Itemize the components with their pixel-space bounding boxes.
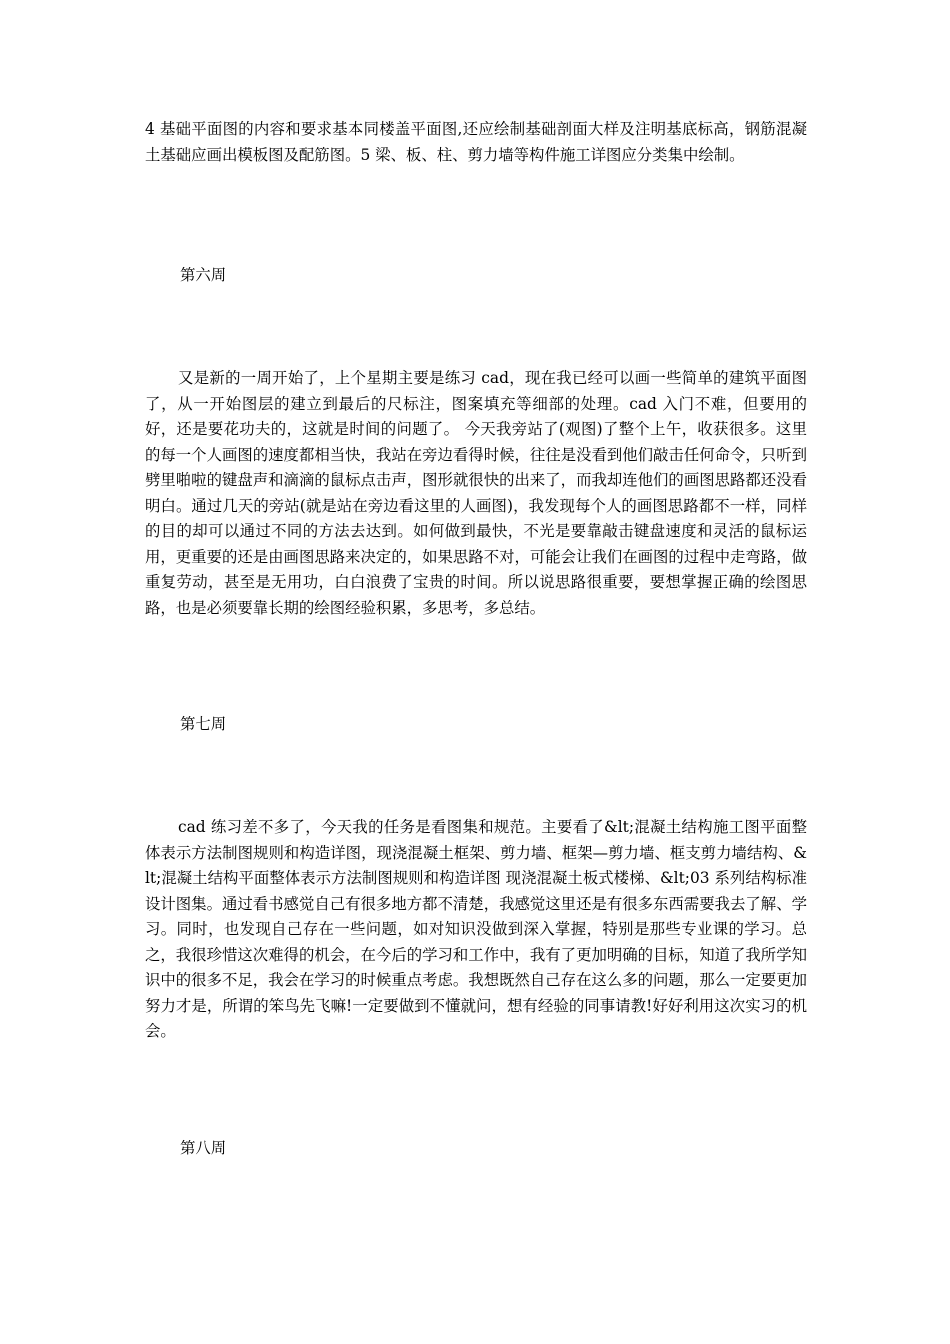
heading-week-7: 第七周 bbox=[180, 715, 227, 733]
heading-week-8: 第八周 bbox=[180, 1139, 227, 1157]
paragraph-week-6: 又是新的一周开始了，上个星期主要是练习 cad，现在我已经可以画一些简单的建筑平面图了，从一开始图层的建立到最后的尺标注，图案填充等细部的处理。cad 入门不难，但要用的好，还是要花功夫的，这就是时间的问题了。 今天我旁站了(观图)了整个上午，收获很多。这里的每一个人画图的速度都相当快，我站在旁边看得时候，往往是没看到他们敲击任何命令，只听到劈里啪啦的键盘声和滴滴的鼠标点击声，图形就很快的出来了，而我却连他们的画图思路都还没看明白。通过几天的旁站(就是站在旁边看这里的人画图)，我发现每个人的画图思路都不一样，同样的目的却可以通过不同的方法去达到。如何做到最快，不光是要靠敲击键盘速度和灵活的鼠标运用，更重要的还是由画图思路来决定的，如果思路不对，可能会让我们在画图的过程中走弯路，做重复劳动，甚至是无用功，白白浪费了宝贵的时间。所以说思路很重要，要想掌握正确的绘图思路，也是必须要靠长期的绘图经验积累，多思考，多总结。 bbox=[145, 369, 807, 617]
heading-week-6: 第六周 bbox=[180, 266, 227, 284]
paragraph-week-7: cad 练习差不多了，今天我的任务是看图集和规范。主要看了&lt;混凝土结构施工图平面整体表示方法制图规则和构造详图，现浇混凝土框架、剪力墙、框架—剪力墙、框支剪力墙结构、&lt;混凝土结构平面整体表示方法制图规则和构造详图 现浇混凝土板式楼梯、&lt;03 系列结构标准设计图集。通过看书感觉自己有很多地方都不清楚，我感觉这里还是有很多东西需要我去了解、学习。同时，也发现自己存在一些问题，如对知识没做到深入掌握，特别是那些专业课的学习。总之，我很珍惜这次难得的机会，在今后的学习和工作中，我有了更加明确的目标，知道了我所学知识中的很多不足，我会在学习的时候重点考虑。我想既然自己存在这么多的问题，那么一定要更加努力才是，所谓的笨鸟先飞嘛!一定要做到不懂就问，想有经验的同事请教!好好利用这次实习的机会。 bbox=[145, 818, 807, 1040]
paragraph-foundation-plan: 4 基础平面图的内容和要求基本同楼盖平面图,还应绘制基础剖面大样及注明基底标高，钢筋混凝土基础应画出模板图及配筋图。5 梁、板、柱、剪力墙等构件施工详图应分类集中绘制。 bbox=[145, 120, 807, 164]
